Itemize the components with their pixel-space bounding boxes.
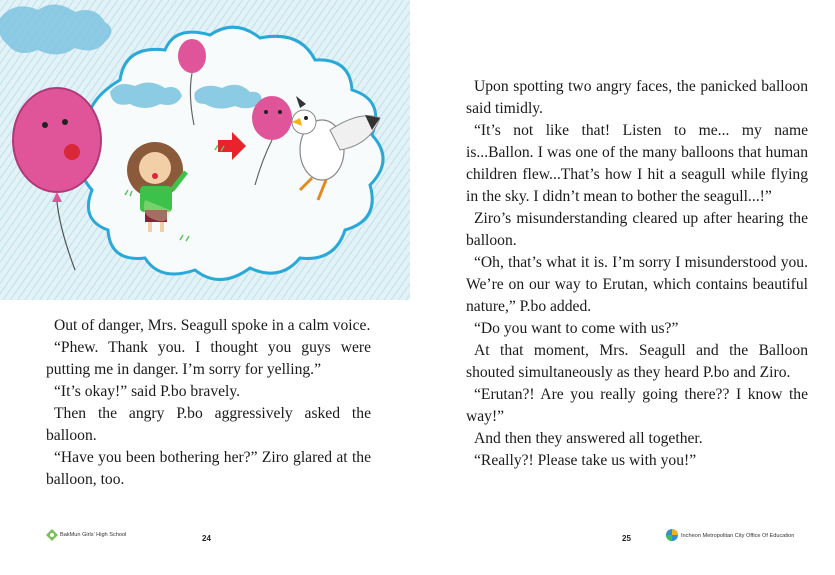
right-text-block <box>466 76 808 472</box>
school-logo-icon <box>46 529 58 541</box>
paragraph: “Really?! Please take us with you!” <box>474 452 697 469</box>
story-illustration <box>0 0 410 300</box>
footer-school: BakMun Girls’ High School <box>60 532 127 538</box>
paragraph: Then the angry P.bo aggressively asked the balloon. <box>46 405 371 444</box>
paragraph: “Erutan?! Are you really going there?? I know the way!” <box>466 386 808 425</box>
left-page <box>0 0 417 575</box>
paragraph: And then they answered all together. <box>474 430 703 447</box>
page-number: 24 <box>202 534 211 543</box>
paragraph: At that moment, Mrs. Seagull and the Balloon shouted simultaneously as they heard P.bo and Ziro. <box>466 342 808 381</box>
paragraph: “Oh, that’s what it is. I’m sorry I misunderstood you. We’re on our way to Erutan, which contains beautiful nature,” P.bo added. <box>466 254 808 315</box>
paragraph: Out of danger, Mrs. Seagull spoke in a calm voice. <box>54 317 371 334</box>
right-page <box>418 0 835 575</box>
education-office-logo-icon <box>665 528 679 542</box>
left-text-block <box>46 315 371 491</box>
page-number: 25 <box>622 534 631 543</box>
paragraph: “It’s not like that! Listen to me... my name is...Ballon. I was one of the many balloons that human children flew...That’s how I hit a seagull while flying in the sky. I didn’t mean to bother the seagull...!” <box>466 122 808 205</box>
paragraph: “Do you want to come with us?” <box>474 320 679 337</box>
paragraph: Ziro’s misunderstanding cleared up after hearing the balloon. <box>466 210 808 249</box>
paragraph: “Phew. Thank you. I thought you guys were putting me in danger. I’m sorry for yelling.” <box>46 339 371 378</box>
paragraph: Upon spotting two angry faces, the panicked balloon said timidly. <box>466 78 808 117</box>
paragraph: “It’s okay!” said P.bo bravely. <box>54 383 241 400</box>
footer-office: Incheon Metropolitan City Office Of Education <box>681 533 795 539</box>
paragraph: “Have you been bothering her?” Ziro glared at the balloon, too. <box>46 449 371 488</box>
top-cloud <box>0 4 111 54</box>
